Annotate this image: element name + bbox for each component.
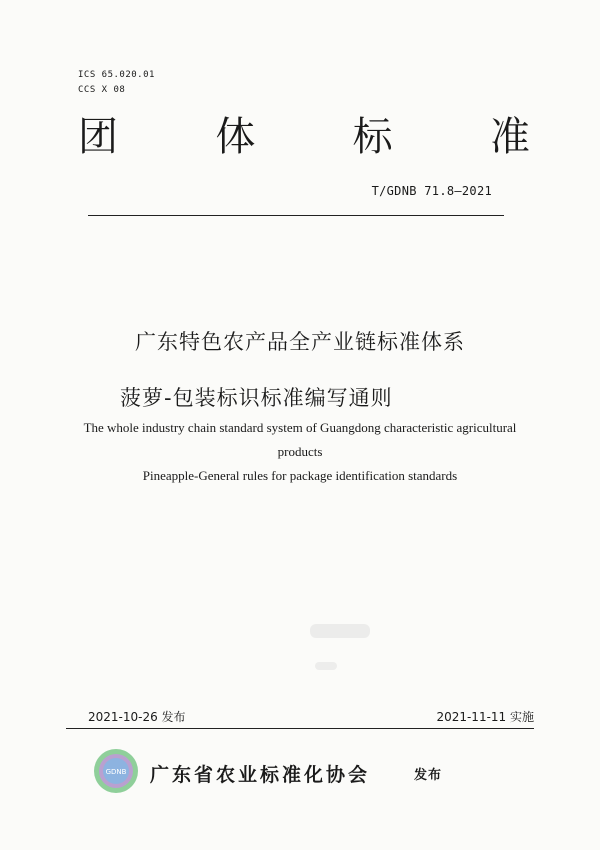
standard-type-char: 体: [215, 114, 256, 160]
faint-stamp-mark: [310, 624, 370, 638]
faint-stamp-mark: [315, 662, 337, 670]
ccs-code: CCS X 08: [78, 85, 126, 95]
standard-type-char: 团: [78, 114, 118, 160]
english-title-line: products: [277, 444, 323, 459]
implementation-date: 2021-11-11 实施: [436, 710, 534, 724]
bottom-divider: [66, 728, 534, 729]
standard-type-char: 标: [352, 114, 393, 160]
english-title-line: The whole industry chain standard system of Guangdong characteristic agricultural: [83, 420, 517, 435]
part-title-zh: 菠萝-包装标识标准编写通则: [120, 386, 393, 410]
publisher-name: 广东省农业标准化协会: [150, 764, 371, 786]
english-subtitle: Pineapple-General rules for package identification standards: [142, 468, 458, 483]
issue-date: 2021-10-26 发布: [88, 710, 186, 724]
standard-type-title: [78, 112, 530, 162]
publish-label: 发布: [414, 768, 443, 783]
series-title-zh: 广东特色农产品全产业链标准体系: [135, 330, 465, 354]
top-divider: [88, 215, 504, 216]
association-logo-icon: [93, 748, 139, 794]
ics-code: ICS 65.020.01: [78, 70, 155, 80]
standard-number: T/GDNB 71.8—2021: [371, 184, 492, 198]
standard-type-char: 准: [489, 114, 530, 160]
logo-text: GDNB: [105, 768, 127, 776]
